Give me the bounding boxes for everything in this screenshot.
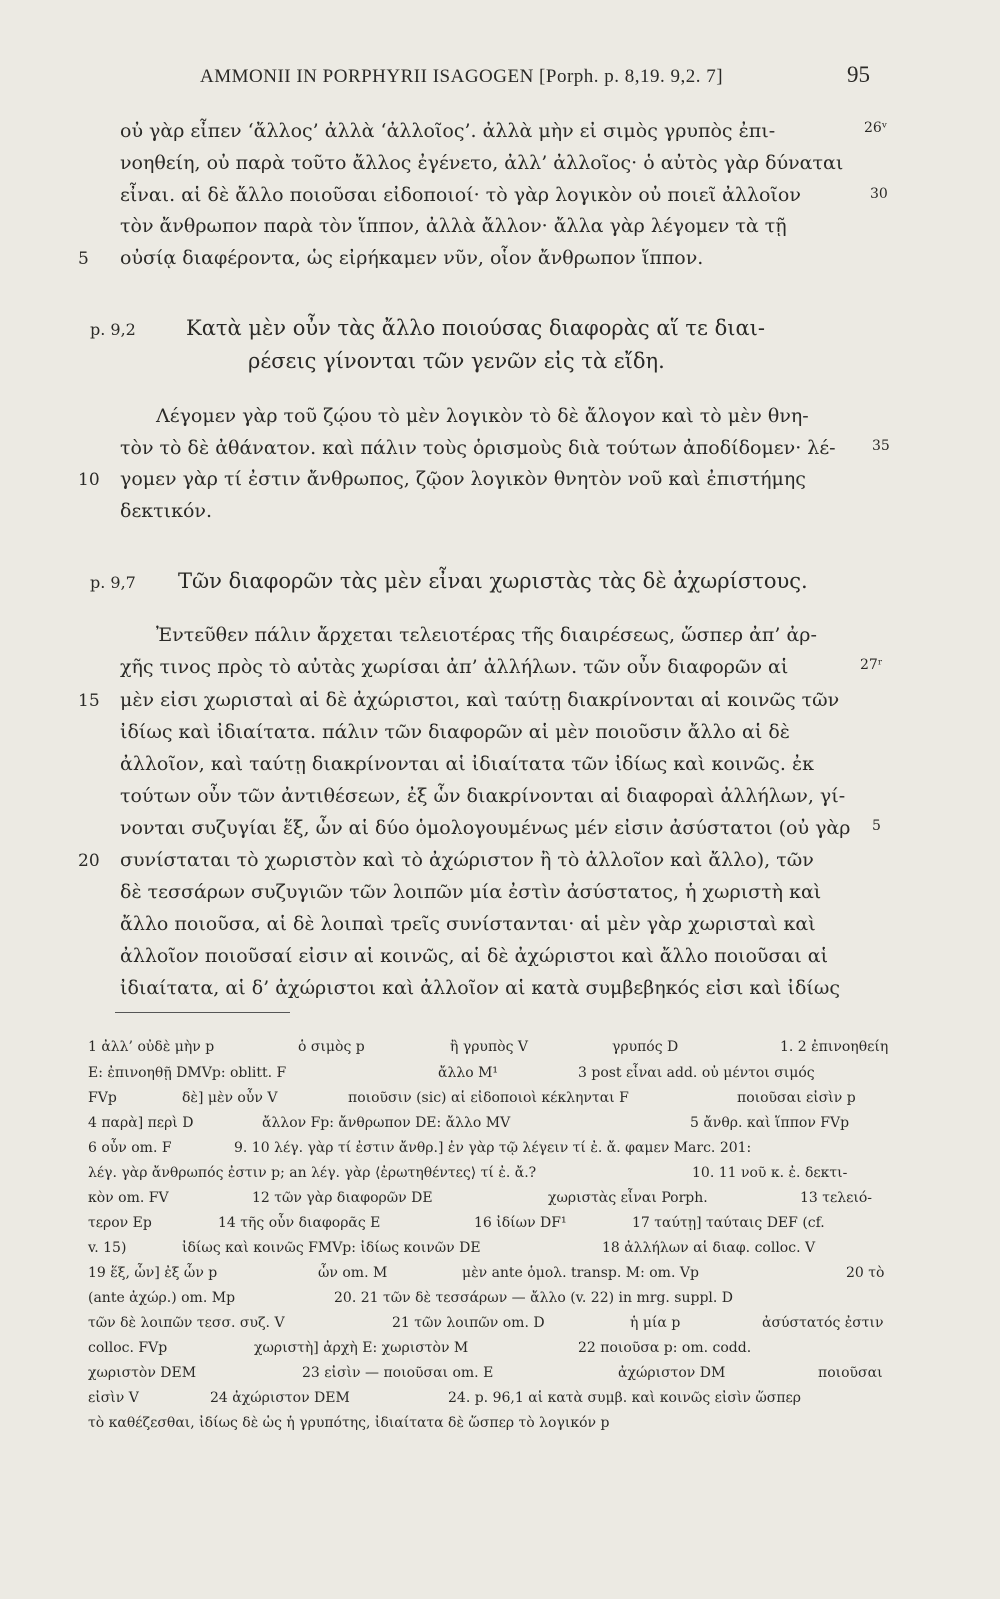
text-line: δεκτικόν. — [120, 500, 213, 522]
margin-ref: 27ʳ — [860, 657, 883, 673]
apparatus-entry: ἢ γρυπὸς V — [450, 1039, 528, 1055]
margin-ref: 35 — [872, 438, 890, 454]
apparatus-entry: colloc. FVp — [88, 1340, 168, 1356]
apparatus-entry: ἰδίως καὶ κοινῶς FMVp: ἰδίως κοινῶν DE — [182, 1240, 481, 1256]
apparatus-entry: 1. 2 ἐπινοηθείη — [780, 1039, 889, 1055]
apparatus-entry: 1 ἀλλ’ οὐδὲ μὴν p — [88, 1039, 215, 1055]
footnote-rule — [115, 1012, 290, 1013]
line-number: 10 — [78, 470, 100, 490]
apparatus-entry: ἄλλο M¹ — [438, 1065, 499, 1081]
apparatus-entry: 6 οὖν om. F — [88, 1140, 172, 1156]
text-line: Ἐντεῦθεν πάλιν ἄρχεται τελειοτέρας τῆς διαιρέσεως, ὥσπερ ἀπ’ ἀρ- — [156, 624, 817, 646]
running-head: AMMONII IN PORPHYRII ISAGOGEN [Porph. p. 8,19. 9,2. 7] — [200, 66, 724, 87]
text-line: τὸν ἄνθρωπον παρὰ τὸν ἵππον, ἀλλὰ ἄλλον· ἄλλα γὰρ λέγομεν τὰ τῇ — [120, 215, 787, 237]
apparatus-entry: ποιοῦσιν (sic) αἱ εἰδοποιοὶ κέκληνται F — [348, 1090, 629, 1106]
text-line: νοηθείη, οὐ παρὰ τοῦτο ἄλλος ἐγένετο, ἀλλ’ ἀλλοῖος· ὁ αὐτὸς γὰρ δύναται — [120, 152, 844, 174]
apparatus-entry: ὁ σιμὸς p — [298, 1039, 365, 1055]
text-line: τούτων οὖν τῶν ἀντιθέσεων, ἐξ ὧν διακρίνονται αἱ διαφοραὶ ἀλλήλων, γί- — [120, 785, 846, 807]
apparatus-entry: 13 τελειό- — [800, 1190, 873, 1206]
text-line: ἀλλοῖον ποιοῦσαί εἰσιν αἱ κοινῶς, αἱ δὲ ἀχώριστοι καὶ ἄλλο ποιοῦσαι αἱ — [120, 945, 829, 967]
apparatus-entry: ποιοῦσαι — [818, 1365, 883, 1381]
porphyry-ref: p. 9,7 — [90, 573, 136, 592]
apparatus-entry: ποιοῦσαι εἰσὶν p — [737, 1090, 856, 1106]
text-line: γομεν γὰρ τί ἐστιν ἄνθρωπος, ζῷον λογικὸν θνητὸν νοῦ καὶ ἐπιστήμης — [120, 468, 806, 490]
apparatus-entry: δὲ] μὲν οὖν V — [182, 1090, 278, 1106]
apparatus-entry: λέγ. γὰρ ἄνθρωπός ἐστιν p; an λέγ. γὰρ ⟨ἐρωτηθέντες⟩ τί ἐ. ἄ.? — [88, 1165, 537, 1181]
apparatus-entry: μὲν ante ὁμολ. transp. M: om. Vp — [462, 1265, 699, 1281]
text-line: συνίσταται τὸ χωριστὸν καὶ τὸ ἀχώριστον ἢ τὸ ἀλλοῖον καὶ ἄλλο), τῶν — [120, 849, 814, 871]
apparatus-entry: E: ἐπινοηθῇ DMVp: oblitt. F — [88, 1065, 287, 1081]
apparatus-entry: 10. 11 νοῦ κ. ἐ. δεκτι- — [692, 1165, 848, 1181]
apparatus-entry: 23 εἰσὶν — ποιοῦσαι om. E — [302, 1365, 494, 1381]
text-line: οὐ γὰρ εἶπεν ‘ἄλλος’ ἀλλὰ ‘ἀλλοῖος’. ἀλλὰ μὴν εἰ σιμὸς γρυπὸς ἐπι- — [120, 120, 776, 142]
page-header — [0, 62, 1000, 92]
text-line: ἄλλο ποιοῦσα, αἱ δὲ λοιπαὶ τρεῖς συνίστανται· αἱ μὲν γὰρ χωρισταὶ καὶ — [120, 913, 816, 935]
apparatus-entry: 4 παρὰ] περὶ D — [88, 1115, 194, 1131]
apparatus-entry: 12 τῶν γὰρ διαφορῶν DE — [252, 1190, 433, 1206]
page-number: 95 — [847, 62, 870, 87]
text-line: ἰδιαίτατα, αἱ δ’ ἀχώριστοι καὶ ἀλλοῖον αἱ κατὰ συμβεβηκός εἰσι καὶ ἰδίως — [120, 977, 840, 999]
text-line: ἀλλοῖον, καὶ ταύτῃ διακρίνονται αἱ ἰδιαίτατα τῶν ἰδίως καὶ κοινῶς. ἐκ — [120, 753, 815, 775]
apparatus-entry: 22 ποιοῦσα p: om. codd. — [578, 1340, 752, 1356]
text-line: μὲν εἰσι χωρισταὶ αἱ δὲ ἀχώριστοι, καὶ ταύτῃ διακρίνονται αἱ κοινῶς τῶν — [120, 689, 840, 711]
apparatus-entry: ἡ μία p — [630, 1315, 681, 1331]
text-line: νονται συζυγίαι ἕξ, ὧν αἱ δύο ὁμολογουμένως μέν εἰσιν ἀσύστατοι (οὐ γὰρ — [120, 817, 851, 839]
line-number: 20 — [78, 851, 100, 871]
text-line: οὐσίᾳ διαφέροντα, ὡς εἰρήκαμεν νῦν, οἷον ἄνθρωπον ἵππον. — [120, 247, 704, 269]
apparatus-entry: ἄλλον Fp: ἄνθρωπον DE: ἄλλο MV — [262, 1115, 511, 1131]
apparatus-entry: εἰσὶν V — [88, 1390, 139, 1406]
apparatus-entry: τερον Ep — [88, 1215, 152, 1231]
apparatus-entry: FVp — [88, 1090, 117, 1106]
apparatus-entry: 9. 10 λέγ. γὰρ τί ἐστιν ἄνθρ.] ἐν γὰρ τῷ λέγειν τί ἐ. ἄ. φαμεν Marc. 201: — [234, 1140, 752, 1156]
lemma-line: Τῶν διαφορῶν τὰς μὲν εἶναι χωριστὰς τὰς δὲ ἀχωρίστους. — [178, 569, 808, 593]
apparatus-entry: ἀχώριστον DM — [618, 1365, 726, 1381]
line-number: 5 — [78, 249, 89, 269]
apparatus-entry: χωριστὰς εἶναι Porph. — [548, 1190, 708, 1206]
apparatus-entry: 20 τὸ — [846, 1265, 885, 1281]
apparatus-entry: v. 15) — [88, 1240, 127, 1256]
apparatus-entry: 14 τῆς οὖν διαφορᾶς E — [218, 1215, 381, 1231]
text-line: τὸν τὸ δὲ ἀθάνατον. καὶ πάλιν τοὺς ὁρισμοὺς διὰ τούτων ἀποδίδομεν· λέ- — [120, 437, 836, 459]
apparatus-entry: τῶν δὲ λοιπῶν τεσσ. συζ. V — [88, 1315, 285, 1331]
text-line: ἰδίως καὶ ἰδιαίτατα. πάλιν τῶν διαφορῶν αἱ μὲν ποιοῦσιν ἄλλο αἱ δὲ — [120, 721, 790, 743]
apparatus-entry: 24. p. 96,1 αἱ κατὰ συμβ. καὶ κοινῶς εἰσὶν ὥσπερ — [448, 1390, 802, 1406]
apparatus-entry: 18 ἀλλήλων αἱ διαφ. colloc. V — [602, 1240, 816, 1256]
text-line: χῆς τινος πρὸς τὸ αὐτὰς χωρίσαι ἀπ’ ἀλλήλων. τῶν οὖν διαφορῶν αἱ — [120, 656, 789, 678]
apparatus-entry: 17 ταύτῃ] ταύταις DEF (cf. — [632, 1215, 825, 1231]
margin-ref: 5 — [872, 818, 881, 834]
apparatus-entry: 3 post εἶναι add. οὐ μέντοι σιμός — [578, 1065, 815, 1081]
line-number: 15 — [78, 691, 100, 711]
apparatus-entry: χωριστὸν DEM — [88, 1365, 197, 1381]
apparatus-entry: 5 ἄνθρ. καὶ ἵππον FVp — [690, 1115, 850, 1131]
text-line: εἶναι. αἱ δὲ ἄλλο ποιοῦσαι εἰδοποιοί· τὸ γὰρ λογικὸν οὐ ποιεῖ ἀλλοῖον — [120, 184, 801, 206]
apparatus-entry: 24 ἀχώριστον DEM — [210, 1390, 350, 1406]
margin-ref: 30 — [870, 186, 888, 202]
lemma-line: ρέσεις γίνονται τῶν γενῶν εἰς τὰ εἴδη. — [248, 349, 665, 373]
apparatus-entry: 16 ἰδίων DF¹ — [474, 1215, 567, 1231]
apparatus-entry: γρυπός D — [612, 1039, 679, 1055]
lemma-line: Κατὰ μὲν οὖν τὰς ἄλλο ποιούσας διαφορὰς αἵ τε διαι- — [186, 316, 765, 340]
text-line: δὲ τεσσάρων συζυγιῶν τῶν λοιπῶν μία ἐστὶν ἀσύστατος, ἡ χωριστὴ καὶ — [120, 881, 822, 903]
margin-ref: 26ᵛ — [864, 120, 888, 136]
apparatus-entry: κὸν om. FV — [88, 1190, 169, 1206]
text-line: Λέγομεν γὰρ τοῦ ζῴου τὸ μὲν λογικὸν τὸ δὲ ἄλογον καὶ τὸ μὲν θνη- — [156, 405, 809, 427]
apparatus-entry: (ante ἀχώρ.) om. Mp — [88, 1290, 236, 1306]
apparatus-entry: 20. 21 τῶν δὲ τεσσάρων — ἄλλο (v. 22) in mrg. suppl. D — [334, 1290, 734, 1306]
apparatus-entry: ἀσύστατός ἐστιν — [762, 1315, 884, 1331]
apparatus-entry: τὸ καθέζεσθαι, ἰδίως δὲ ὡς ἡ γρυπότης, ἰδιαίτατα δὲ ὥσπερ τὸ λογικόν p — [88, 1415, 610, 1431]
apparatus-entry: 19 ἕξ, ὧν] ἐξ ὧν p — [88, 1265, 218, 1281]
apparatus-entry: 21 τῶν λοιπῶν om. D — [392, 1315, 545, 1331]
apparatus-entry: χωριστὴ] ἀρχὴ E: χωριστὸν M — [254, 1340, 469, 1356]
apparatus-entry: ὧν om. M — [318, 1265, 388, 1281]
porphyry-ref: p. 9,2 — [90, 320, 136, 339]
